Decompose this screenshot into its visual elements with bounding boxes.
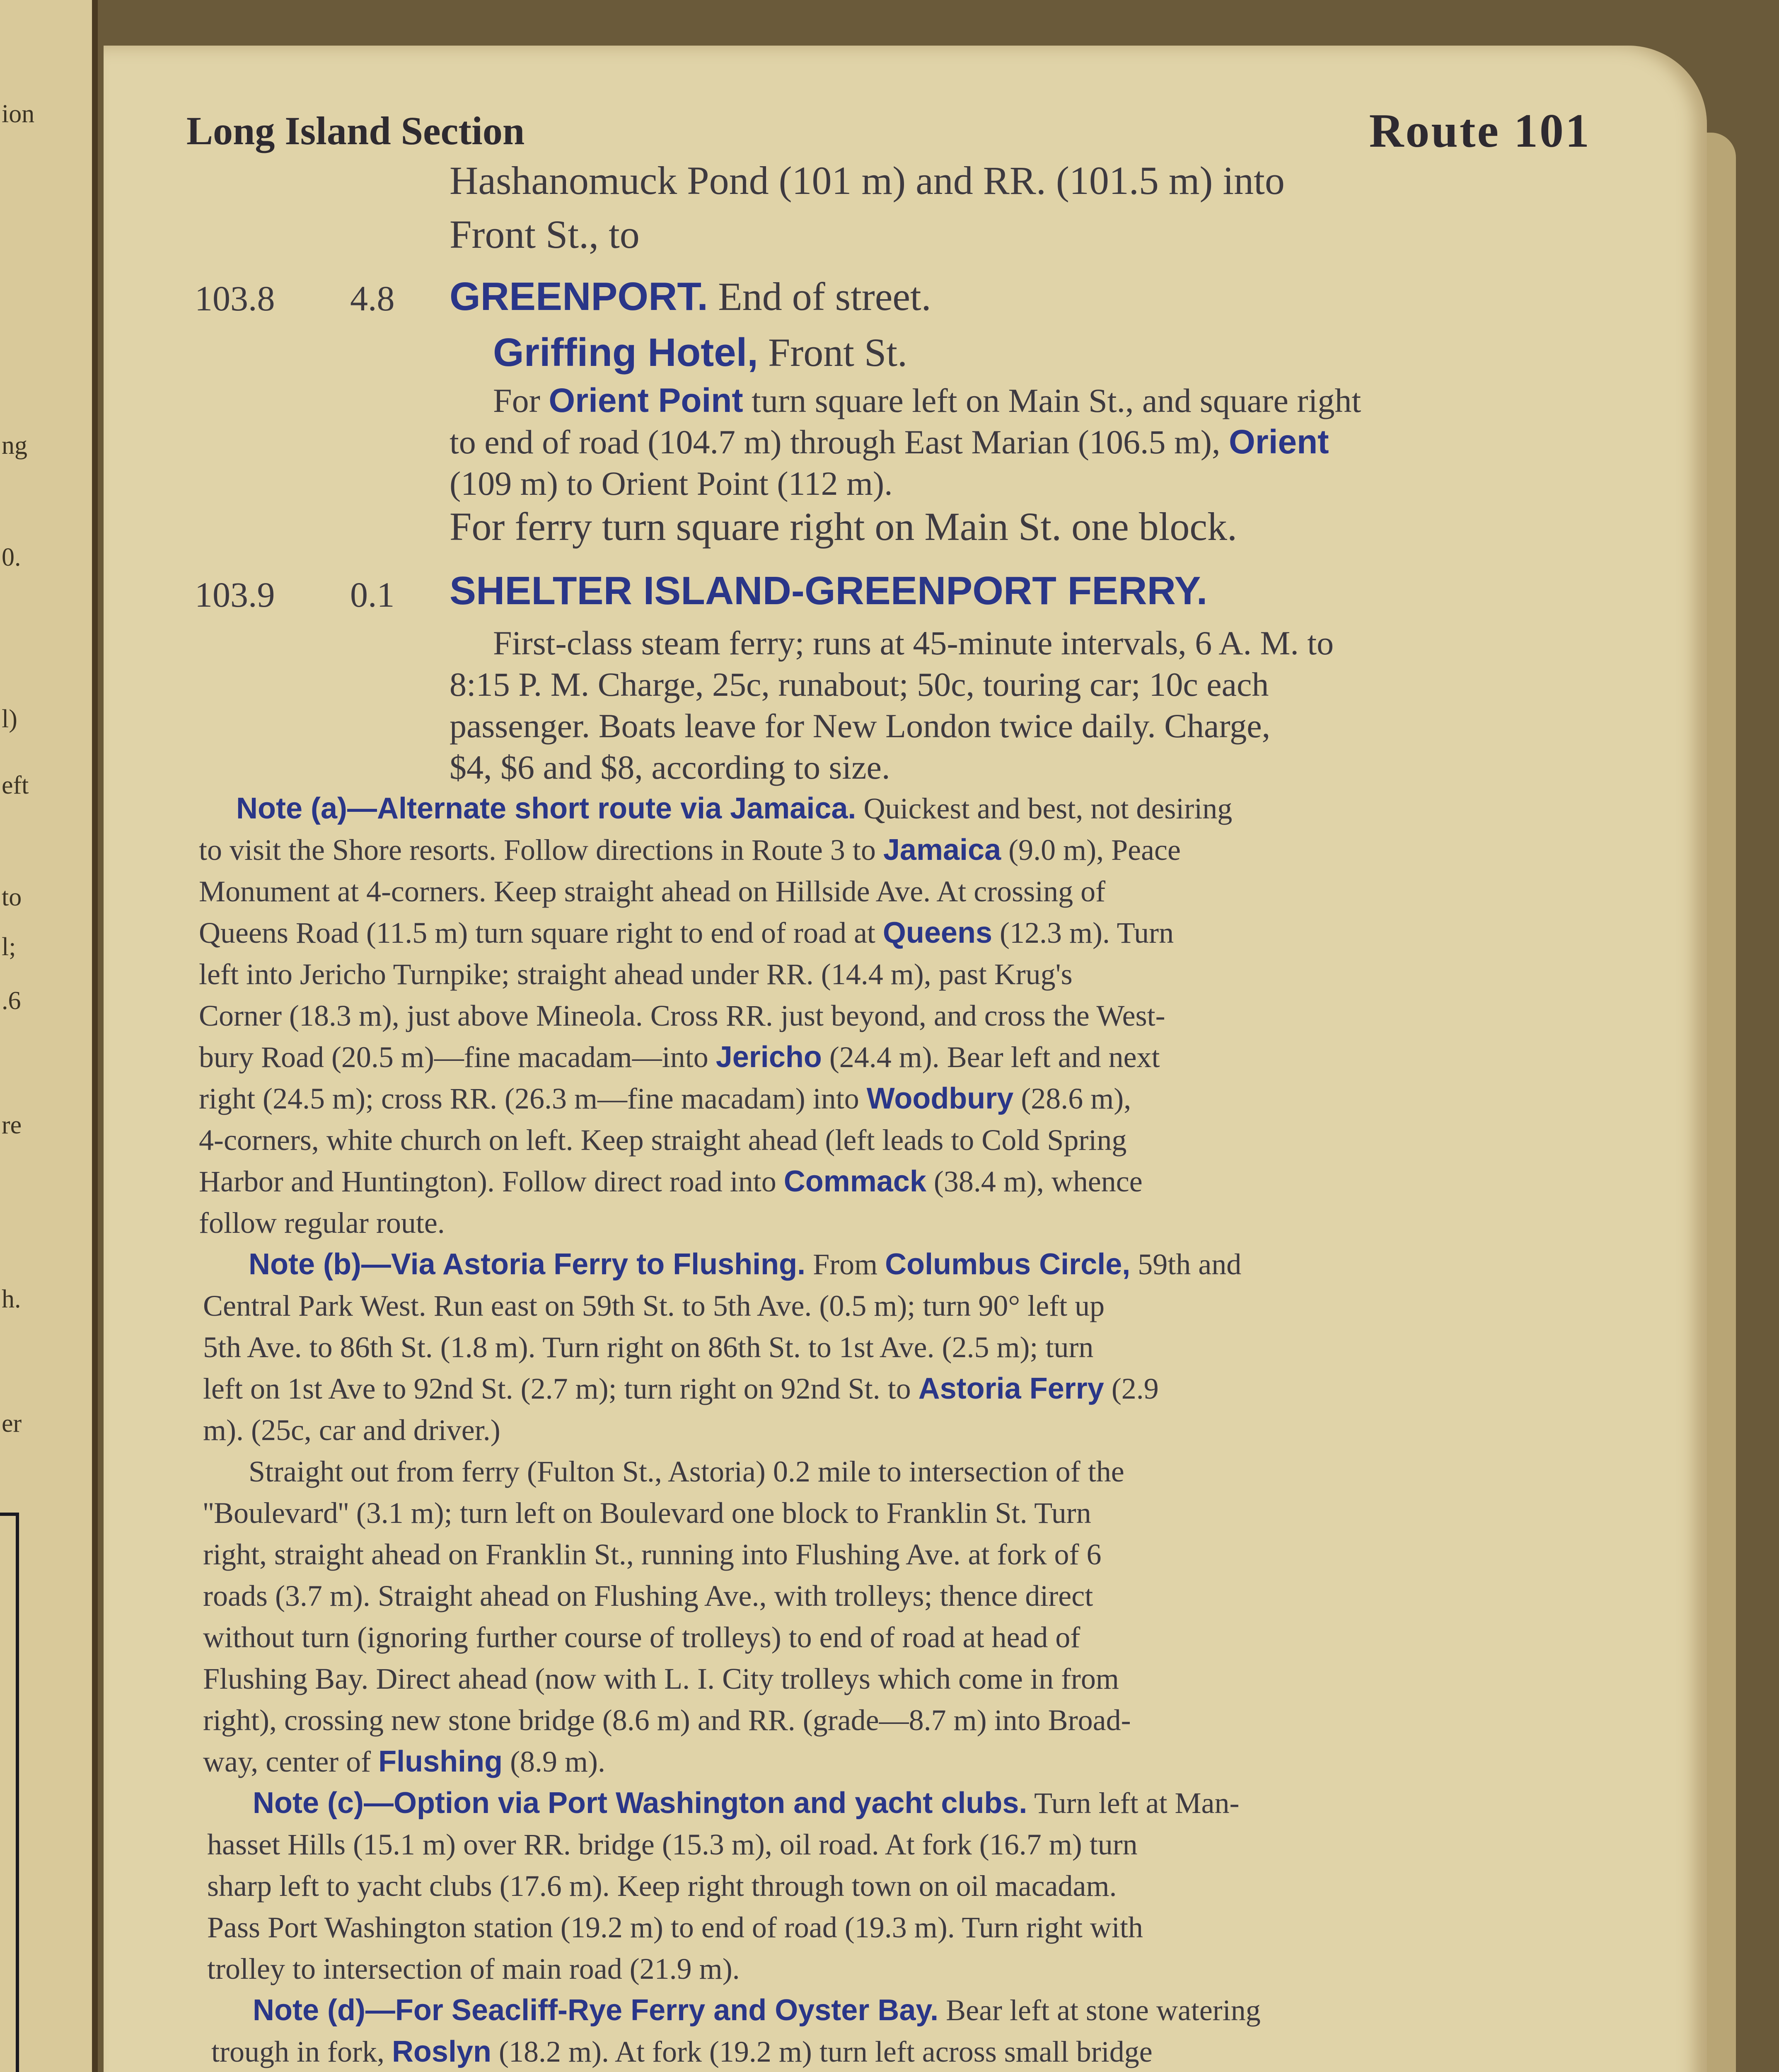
note-a: Note (a)—Alternate short route via Jamaica. Quickest and best, not desiring <box>236 792 1233 825</box>
spine-fragment: .6 <box>2 987 21 1015</box>
text-line: sharp left to yacht clubs (17.6 m). Keep right through town on oil macadam. <box>207 1869 1117 1903</box>
text-line: right), crossing new stone bridge (8.6 m) and RR. (grade—8.7 m) into Broad- <box>203 1704 1131 1737</box>
text-line: Monument at 4-corners. Keep straight ahead on Hillside Ave. At crossing of <box>199 875 1106 908</box>
spine-fragment: re <box>2 1111 22 1139</box>
spine-fragment: eft <box>2 771 29 799</box>
spine-fragment: 0. <box>2 543 21 571</box>
text-line: 5th Ave. to 86th St. (1.8 m). Turn right on 86th St. to 1st Ave. (2.5 m); turn <box>203 1331 1094 1364</box>
text-line: follow regular route. <box>199 1206 445 1239</box>
step-mileage: 0.1 <box>350 575 395 615</box>
text-line: Front St., to <box>450 212 640 257</box>
text-line: left into Jericho Turnpike; straight ahead under RR. (14.4 m), past Krug's <box>199 958 1073 991</box>
place-name: SHELTER ISLAND-GREENPORT FERRY. <box>450 569 1208 613</box>
text-line: Flushing Bay. Direct ahead (now with L. I. City trolleys which come in from <box>203 1662 1119 1695</box>
note-d: Note (d)—For Seacliff-Rye Ferry and Oyster Bay. Bear left at stone watering <box>253 1994 1261 2027</box>
text-line: 4-corners, white church on left. Keep straight ahead (left leads to Cold Spring <box>199 1123 1127 1157</box>
spine-fragment: h. <box>2 1285 21 1313</box>
route-entry <box>450 568 1207 614</box>
text-line: Central Park West. Run east on 59th St. to 5th Ave. (0.5 m); turn 90° left up <box>203 1289 1105 1322</box>
place-name: GREENPORT. <box>450 274 708 319</box>
text-line: to visit the Shore resorts. Follow directions in Route 3 to Jamaica (9.0 m), Peace <box>199 833 1181 867</box>
hotel-line: Griffing Hotel, Front St. <box>493 330 908 375</box>
text-line: hasset Hills (15.1 m) over RR. bridge (15.3 m), oil road. At fork (16.7 m) turn <box>207 1828 1138 1861</box>
text-line: trough in fork, Roslyn (18.2 m). At fork (19.2 m) turn left across small bridge <box>211 2035 1153 2068</box>
spine-fragment: l; <box>2 933 16 961</box>
text-line: ''Boulevard'' (3.1 m); turn left on Boulevard one block to Franklin St. Turn <box>203 1496 1091 1530</box>
text-line: bury Road (20.5 m)—fine macadam—into Jericho (24.4 m). Bear left and next <box>199 1041 1160 1074</box>
running-header <box>186 104 1591 157</box>
text-line: 8:15 P. M. Charge, 25c, runabout; 50c, touring car; 10c each <box>450 666 1269 703</box>
text-line: passenger. Boats leave for New London twice daily. Charge, <box>450 707 1271 745</box>
text-line: right, straight ahead on Franklin St., running into Flushing Ave. at fork of 6 <box>203 1538 1102 1571</box>
spine-fragment: er <box>2 1409 22 1438</box>
route-entry: GREENPORT. End of street. <box>450 274 931 319</box>
text-line: Queens Road (11.5 m) turn square right to end of road at Queens (12.3 m). Turn <box>199 916 1174 949</box>
step-mileage: 4.8 <box>350 278 395 318</box>
text-line: Hashanomuck Pond (101 m) and RR. (101.5 m) into <box>450 158 1285 203</box>
section-title: Long Island Section <box>186 109 525 153</box>
text-line: without turn (ignoring further course of trolleys) to end of road at head of <box>203 1621 1080 1654</box>
cumulative-mileage: 103.8 <box>195 278 275 318</box>
text-line: For Orient Point turn square left on Main St., and square right <box>493 382 1361 419</box>
text-line: Harbor and Huntington). Follow direct road into Commack (38.4 m), whence <box>199 1165 1143 1198</box>
spine-fragment: to <box>2 883 22 911</box>
cumulative-mileage: 103.9 <box>195 575 275 615</box>
text-line: to end of road (104.7 m) through East Marian (106.5 m), Orient <box>450 423 1329 461</box>
text-line: Straight out from ferry (Fulton St., Astoria) 0.2 mile to intersection of the <box>249 1455 1124 1488</box>
text-line: First-class steam ferry; runs at 45-minute intervals, 6 A. M. to <box>493 624 1334 662</box>
hotel-name: Griffing Hotel, <box>493 330 758 375</box>
spine-fragment: ng <box>2 431 27 460</box>
text-line: $4, $6 and $8, according to size. <box>450 748 890 786</box>
text-line: (109 m) to Orient Point (112 m). <box>450 465 893 502</box>
route-number: Route 101 <box>1369 104 1591 157</box>
text-line: For ferry turn square right on Main St. one block. <box>450 504 1237 549</box>
text-line: roads (3.7 m). Straight ahead on Flushing Ave., with trolleys; thence direct <box>203 1579 1093 1612</box>
text-line: m). (25c, car and driver.) <box>203 1414 500 1447</box>
text-line: right (24.5 m); cross RR. (26.3 m—fine macadam) into Woodbury (28.6 m), <box>199 1082 1131 1115</box>
note-c: Note (c)—Option via Port Washington and yacht clubs. Turn left at Man- <box>253 1786 1240 1820</box>
text-line: Pass Port Washington station (19.2 m) to end of road (19.3 m). Turn right with <box>207 1911 1143 1944</box>
text-line: left on 1st Ave to 92nd St. (2.7 m); turn right on 92nd St. to Astoria Ferry (2.9 <box>203 1372 1159 1405</box>
spine-fragment: ion <box>2 100 35 128</box>
note-b: Note (b)—Via Astoria Ferry to Flushing. From Columbus Circle, 59th and <box>249 1248 1242 1281</box>
spine-fragment: l) <box>2 705 17 733</box>
text-line: Corner (18.3 m), just above Mineola. Cross RR. just beyond, and cross the West- <box>199 999 1165 1032</box>
text-line: trolley to intersection of main road (21.9 m). <box>207 1952 740 1985</box>
text-line: way, center of Flushing (8.9 m). <box>203 1745 606 1778</box>
